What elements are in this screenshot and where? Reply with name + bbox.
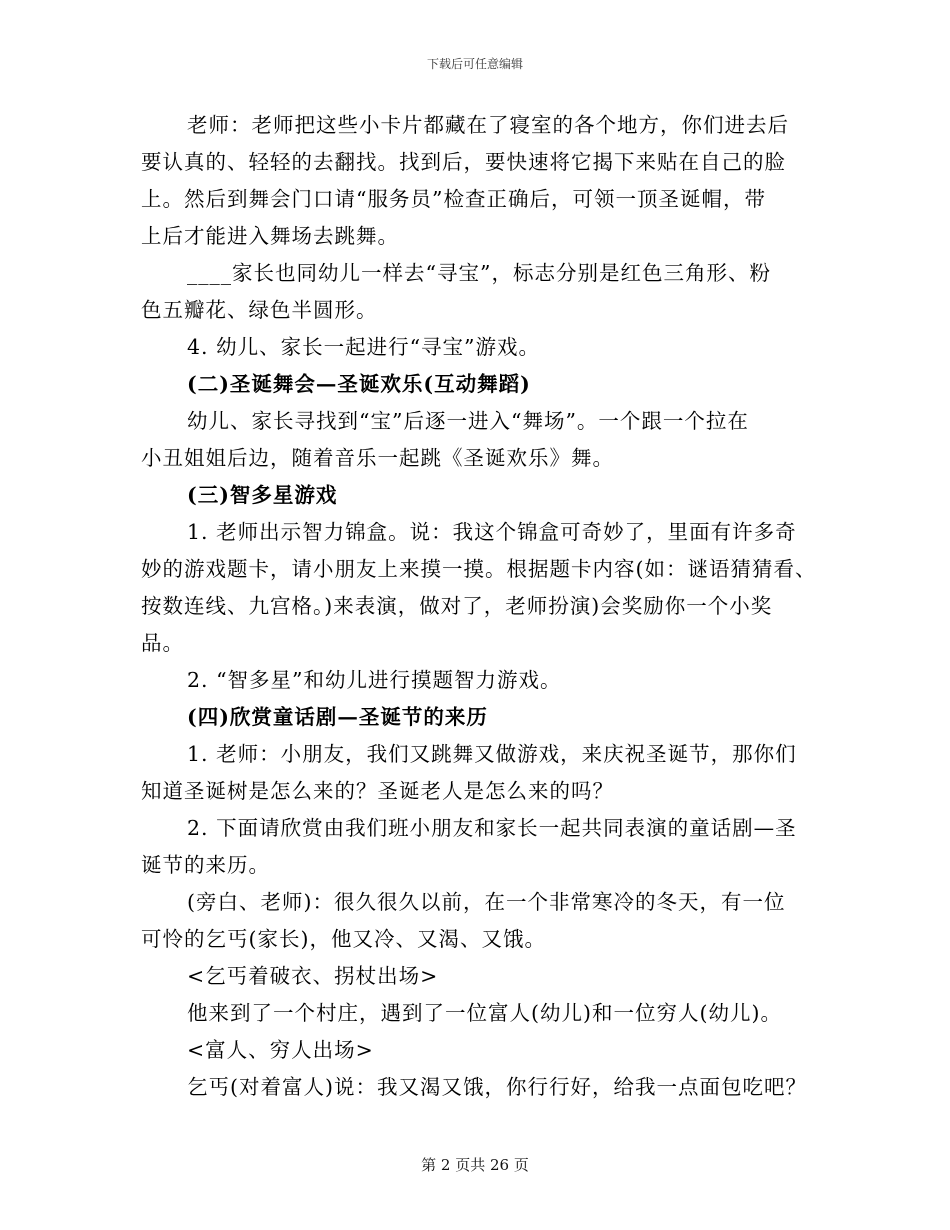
text-line: 可怜的乞丐(家长)，他又冷、又渴、又饿。 xyxy=(141,927,546,951)
text-line: 乞丐(对着富人)说：我又渴又饿，你行行好，给我一点面包吃吧？ xyxy=(187,1075,807,1099)
text-line: 2. 下面请欣赏由我们班小朋友和家长一起共同表演的童话剧—圣 xyxy=(187,816,797,840)
text-line: 妙的游戏题卡，请小朋友上来摸一摸。根据题卡内容(如：谜语猜猜看、 xyxy=(141,557,817,581)
text-line: 上。然后到舞会门口请“服务员”检查正确后，可领一顶圣诞帽，带 xyxy=(141,187,766,211)
document-body xyxy=(141,107,817,1106)
text-line: ____家长也同幼儿一样去“寻宝”，标志分别是红色三角形、粉 xyxy=(187,261,771,285)
section-heading: (二)圣诞舞会—圣诞欢乐(互动舞蹈) xyxy=(187,372,531,396)
text-line: 品。 xyxy=(141,631,184,655)
section-heading: (四)欣赏童话剧—圣诞节的来历 xyxy=(187,705,488,729)
text-line: 要认真的、轻轻的去翻找。找到后，要快速将它揭下来贴在自己的脸 xyxy=(141,150,786,174)
text-line: 他来到了一个村庄，遇到了一位富人(幼儿)和一位穷人(幼儿)。 xyxy=(187,1001,782,1025)
text-line: 1. 老师出示智力锦盒。说：我这个锦盒可奇妙了，里面有许多奇 xyxy=(187,520,797,544)
text-line: 上后才能进入舞场去跳舞。 xyxy=(141,224,399,248)
text-line: 色五瓣花、绿色半圆形。 xyxy=(141,298,378,322)
text-line: 4. 幼儿、家长一起进行“寻宝”游戏。 xyxy=(187,335,541,359)
section-heading: (三)智多星游戏 xyxy=(187,483,338,507)
text-line: (旁白、老师)：很久很久以前，在一个非常寒冷的冬天，有一位 xyxy=(187,890,786,914)
text-line: 1. 老师：小朋友，我们又跳舞又做游戏，来庆祝圣诞节，那你们 xyxy=(187,742,797,766)
text-line: 知道圣诞树是怎么来的？圣诞老人是怎么来的吗？ xyxy=(141,779,614,803)
text-line: 按数连线、九宫格。)来表演，做对了，老师扮演)会奖励你一个小奖 xyxy=(141,594,773,618)
page-footer: 第 2 页共 26 页 xyxy=(421,1156,529,1174)
text-line: <乞丐着破衣、拐杖出场> xyxy=(187,964,439,988)
text-line: 幼儿、家长寻找到“宝”后逐一进入“舞场”。一个跟一个拉在 xyxy=(187,409,749,433)
text-line: <富人、穷人出场> xyxy=(187,1038,374,1062)
text-line: 小丑姐姐后边，随着音乐一起跳《圣诞欢乐》舞。 xyxy=(141,446,614,470)
text-line: 2. “智多星”和幼儿进行摸题智力游戏。 xyxy=(187,668,562,692)
text-line: 诞节的来历。 xyxy=(141,853,270,877)
text-line: 老师：老师把这些小卡片都藏在了寝室的各个地方，你们进去后 xyxy=(187,113,789,137)
page-header: 下载后可任意编辑 xyxy=(426,57,523,71)
